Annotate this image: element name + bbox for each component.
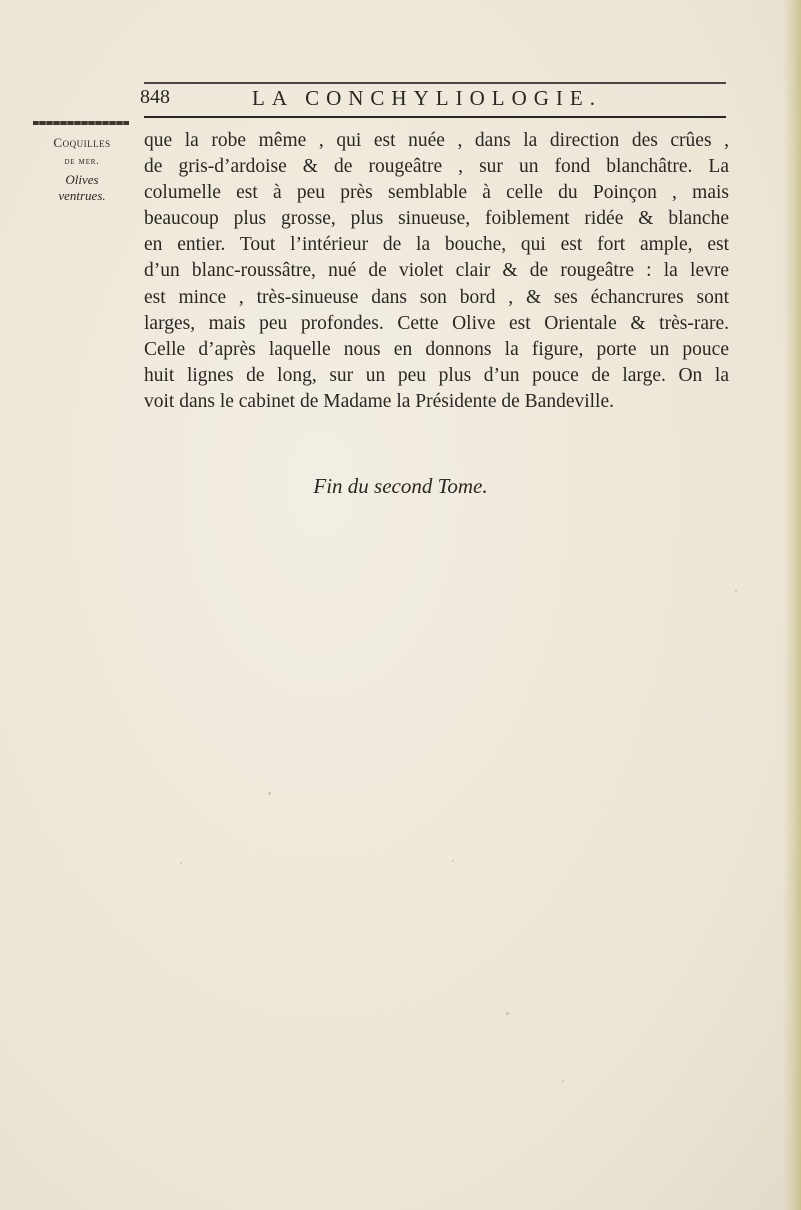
body-paragraph: [144, 128, 729, 415]
closing-line: Fin du second Tome.: [313, 474, 488, 498]
page-edge-shading: [783, 0, 801, 1210]
margin-ornament-rule: [33, 121, 129, 125]
body-line: de gris-d’ardoise & de rougeâtre , sur un fond blanchâtre. La: [144, 156, 729, 178]
margin-note-olives: Olives: [65, 172, 99, 187]
page-number: 848: [140, 86, 170, 108]
header-top-rule: [144, 82, 726, 84]
paper-speck: [562, 1080, 564, 1082]
page-header: [140, 86, 730, 116]
margin-note-ventrues: ventrues.: [58, 188, 106, 203]
header-rule: [144, 116, 726, 118]
body-line: larges, mais peu profondes. Cette Olive est Orientale & très-rare.: [144, 312, 729, 334]
paper-speck: [180, 862, 182, 864]
body-line: que la robe même , qui est nuée , dans la direction des crûes ,: [144, 130, 729, 151]
paper-speck: [735, 590, 737, 592]
body-line: d’un blanc-roussâtre, nué de violet clair & de rougeâtre : la levre: [144, 260, 729, 282]
body-line: beaucoup plus grosse, plus sinueuse, foiblement ridée & blanche: [144, 208, 729, 230]
paper-speck: [268, 792, 271, 795]
body-line: columelle est à peu près semblable à celle du Poinçon , mais: [144, 182, 729, 204]
body-line: huit lignes de long, sur un peu plus d’un pouce de large. On la: [144, 364, 729, 386]
paper-speck: [506, 1012, 509, 1015]
margin-note-coquilles: Coquilles: [53, 135, 111, 150]
body-line-last: voit dans le cabinet de Madame la Présidente de Bandeville.: [144, 390, 615, 412]
margin-notes: [30, 134, 134, 204]
body-line: Celle d’après laquelle nous en donnons la figure, porte un pouce: [144, 338, 729, 360]
margin-note-de-mer: de mer.: [64, 156, 100, 167]
body-line: est mince , très-sinueuse dans son bord , & ses échancrures sont: [144, 286, 729, 308]
paper-speck: [452, 860, 454, 862]
running-title: LA CONCHYLIOLOGIE.: [252, 86, 602, 110]
body-line: en entier. Tout l’intérieur de la bouche, qui est fort ample, est: [144, 234, 729, 256]
